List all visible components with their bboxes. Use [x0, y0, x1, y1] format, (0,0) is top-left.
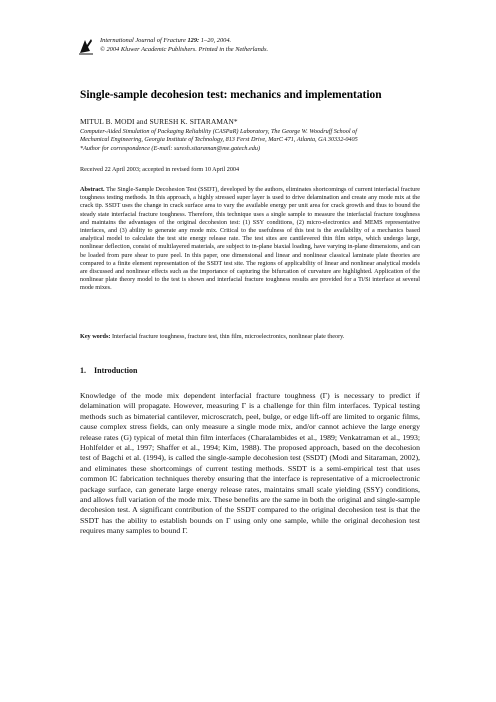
publisher-logo-icon	[78, 37, 94, 55]
affiliation	[80, 128, 440, 153]
section-number: 1.	[80, 366, 86, 375]
keywords-label: Key words:	[80, 333, 111, 340]
abstract	[80, 186, 420, 293]
journal-volume: 129:	[187, 37, 200, 44]
keywords	[80, 333, 420, 341]
body-paragraph: Knowledge of the mode mix dependent interfacial fracture toughness (Γ) is necessary to predict if delamination will propagate. However, measuring Γ is a challenge for thin film interfaces. Typical testing methods such as bimaterial cantilever, microscratch, peel, bulge, or edge lift-off are limited to organic films, cause complex stress fields, can only measure a single mode mix, and/or cannot achieve the large energy release rates (G) typical of metal thin film interfaces (Charalambides et al., 1989; Venkatraman et al., 1993; Hohlfelder et al., 1997; Shaffer et al., 1994; Kim, 1988). The proposed approach, based on the decohesion test of Bagchi et al. (1994), is called the single-sample decohesion test (SSDT) (Modi and Sitaraman, 2002), and eliminates these shortcomings of current testing methods. SSDT is a semi-empirical test that uses common IC fabrication techniques thereby ensuring that the interface is representative of a microelectronic package surface, can generate large energy release rates, maintains small scale yielding (SSY) conditions, and allows full variation of the mode mix. These benefits are the same in both the original and single-sample decohesion test. A significant contribution of the SSDT compared to the original decohesion test is that the SSDT has the ability to establish bounds on Γ using only one sample, while the original decohesion test requires many samples to bound Γ.	[80, 391, 420, 536]
correspondence-line: *Author for correspondence (E-mail: suresh.sitaraman@me.gatech.edu)	[80, 144, 260, 152]
journal-pages: 1–20, 2004.	[200, 37, 232, 44]
affiliation-line-2: Mechanical Engineering, Georgia Institute of Technology, 813 Ferst Drive, MarC 471, Atlanta, GA 30332-0405	[80, 136, 358, 144]
received-dates: Received 22 April 2003; accepted in revised form 10 April 2004	[80, 166, 240, 173]
copyright-line: © 2004 Kluwer Academic Publishers. Printed in the Netherlands.	[100, 46, 269, 53]
abstract-label: Abstract.	[80, 186, 105, 193]
keywords-text: Interfacial fracture toughness, fracture test, thin film, microelectronics, nonlinear plate theory.	[111, 333, 345, 340]
affiliation-line-1: Computer-Aided Simulation of Packaging Reliability (CASPaR) Laboratory, The George W. Woodruff School of	[80, 128, 357, 135]
journal-header	[78, 36, 268, 55]
journal-citation	[100, 36, 268, 54]
section-heading	[80, 366, 137, 376]
section-title: Introduction	[94, 366, 138, 375]
journal-name: International Journal of Fracture	[100, 37, 186, 44]
abstract-text: The Single-Sample Decohesion Test (SSDT), developed by the authors, eliminates shortcomings of current interfacial fracture toughness testing methods. In this approach, a highly stressed super layer is used to drive delamination and create any mode mix at the crack tip. SSDT uses the change in crack surface area to vary the available energy per unit area for crack growth and thus to bound the steady state interfacial fracture toughness. Therefore, this technique uses a single sample to measure the interfacial fracture toughness and maintains the advantages of the original decohesion test: (1) SSY conditions, (2) micro-electronics and MEMS representative interfaces, and (3) ability to generate any mode mix. Critical to the usefulness of this test is the availability of a mechanics based analytical model to calculate the test site energy release rate. The test sites are cantilevered thin film strips, which undergo large, nonlinear deflection, consist of multilayered materials, are subject to in-plane biaxial loading, have varying in-plane dimensions, and can be loaded from pure shear to pure peel. In this paper, one dimensional and linear and nonlinear classical laminate plate theories are compared to a finite element representation of the SSDT test site. The regions of applicability of linear and nonlinear analytical models are discussed and nonlinear effects such as the importance of capturing the bifurcation of curvature are highlighted. Application of the nonlinear plate theory model to the test is shown and interfacial fracture toughness results are provided for a Ti/Si interface at several mode mixes.	[80, 186, 420, 292]
author-list: MITUL B. MODI and SURESH K. SITARAMAN*	[80, 117, 238, 126]
paper-title: Single-sample decohesion test: mechanics and implementation	[80, 89, 382, 101]
